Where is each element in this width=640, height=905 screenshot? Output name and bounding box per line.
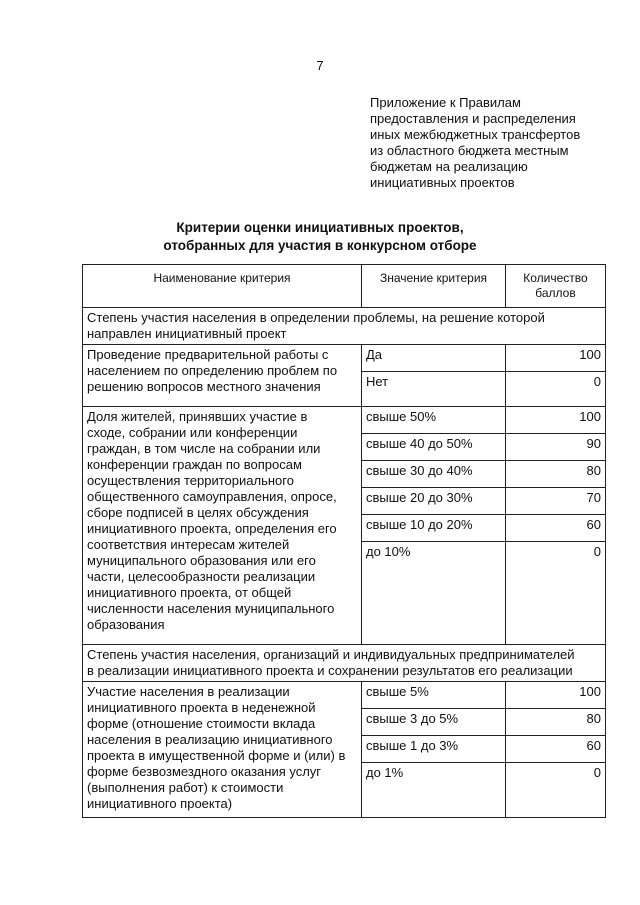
header-points-line: баллов: [535, 286, 576, 300]
title-line: отобранных для участия в конкурсном отборе: [163, 238, 477, 253]
criterion-line: Участие населения в реализации: [87, 684, 290, 699]
criterion-line: проекта в имущественной форме и (или) в: [87, 748, 346, 763]
section-line: в реализации инициативного проекта и сохранении результатов его реализации: [87, 663, 573, 678]
appendix-line: Приложение к Правилам: [370, 95, 521, 110]
appendix-line: иных межбюджетных трансфертов: [370, 127, 581, 142]
criterion-line: осуществления территориального: [87, 473, 294, 488]
page-number: 7: [316, 58, 324, 73]
section-title: [83, 308, 606, 345]
criterion-line: населением по определению проблем по: [87, 363, 338, 378]
criterion-value: свыше 10 до 20%: [362, 515, 506, 542]
section-title: [83, 645, 606, 682]
criterion-value: свыше 5%: [362, 682, 506, 709]
criterion-name: [83, 345, 362, 407]
criterion-points: 70: [506, 488, 606, 515]
criterion-value: свыше 50%: [362, 407, 506, 434]
criterion-line: образования: [87, 617, 165, 632]
criterion-line: (выполнения работ) к стоимости: [87, 780, 284, 795]
criterion-points: 100: [506, 407, 606, 434]
appendix-line: инициативных проектов: [370, 175, 515, 190]
criterion-line: Проведение предварительной работы с: [87, 347, 329, 362]
section-line: Степень участия населения в определении проблемы, на решение которой: [87, 310, 545, 325]
section-line: направлен инициативный проект: [87, 326, 287, 341]
section-line: Степень участия населения, организаций и индивидуальных предпринимателей: [87, 647, 575, 662]
criterion-line: сходе, собрании или конференции: [87, 425, 298, 440]
header-row: [83, 265, 606, 308]
criterion-line: форме (отношение стоимости вклада: [87, 716, 316, 731]
header-points: [506, 265, 606, 308]
criterion-name: [83, 682, 362, 818]
criterion-line: инициативного проекта в неденежной: [87, 700, 316, 715]
criterion-value: Нет: [362, 372, 506, 407]
header-points-line: Количество: [523, 271, 588, 285]
criterion-points: 80: [506, 709, 606, 736]
header-criterion-name: Наименование критерия: [83, 265, 362, 308]
criterion-points: 0: [506, 763, 606, 818]
section-row: [83, 308, 606, 345]
criterion-points: 100: [506, 682, 606, 709]
appendix-line: предоставления и распределения: [370, 111, 576, 126]
appendix-line: из областного бюджета местным: [370, 143, 569, 158]
criterion-value: до 10%: [362, 542, 506, 645]
criterion-value: свыше 20 до 30%: [362, 488, 506, 515]
criterion-line: численности населения муниципального: [87, 601, 335, 616]
header-criterion-value: Значение критерия: [362, 265, 506, 308]
criterion-line: части, целесообразности реализации: [87, 569, 316, 584]
criterion-value: свыше 40 до 50%: [362, 434, 506, 461]
criterion-value: Да: [362, 345, 506, 372]
title-line: Критерии оценки инициативных проектов,: [176, 220, 464, 235]
appendix-line: бюджетам на реализацию: [370, 159, 528, 174]
criterion-line: граждан, в том числе на собрании или: [87, 441, 321, 456]
criterion-points: 90: [506, 434, 606, 461]
table-row: [83, 682, 606, 709]
criterion-points: 60: [506, 515, 606, 542]
table-row: [83, 407, 606, 434]
criterion-line: инициативного проекта, от общей: [87, 585, 292, 600]
table-row: [83, 345, 606, 372]
criterion-name: [83, 407, 362, 645]
criterion-line: общественного самоуправления, опросе,: [87, 489, 337, 504]
criterion-line: конференции граждан по вопросам: [87, 457, 302, 472]
criterion-value: свыше 30 до 40%: [362, 461, 506, 488]
section-row: [83, 645, 606, 682]
criterion-line: инициативного проекта, определения его: [87, 521, 337, 536]
criterion-value: свыше 1 до 3%: [362, 736, 506, 763]
criterion-line: Доля жителей, принявших участие в: [87, 409, 308, 424]
criteria-table: [82, 264, 606, 818]
criterion-line: соответствия интересам жителей: [87, 537, 290, 552]
criterion-value: свыше 3 до 5%: [362, 709, 506, 736]
criterion-line: населения в реализацию инициативного: [87, 732, 333, 747]
criterion-line: муниципального образования или его: [87, 553, 316, 568]
criterion-line: сборе подписей в целях обсуждения: [87, 505, 309, 520]
criterion-points: 0: [506, 542, 606, 645]
criterion-line: решению вопросов местного значения: [87, 379, 321, 394]
appendix-note: [370, 95, 610, 191]
criterion-points: 100: [506, 345, 606, 372]
criterion-points: 60: [506, 736, 606, 763]
criterion-points: 80: [506, 461, 606, 488]
criterion-points: 0: [506, 372, 606, 407]
criterion-line: форме безвозмездного оказания услуг: [87, 764, 322, 779]
criterion-value: до 1%: [362, 763, 506, 818]
criterion-line: инициативного проекта): [87, 796, 233, 811]
document-title: [0, 219, 640, 255]
